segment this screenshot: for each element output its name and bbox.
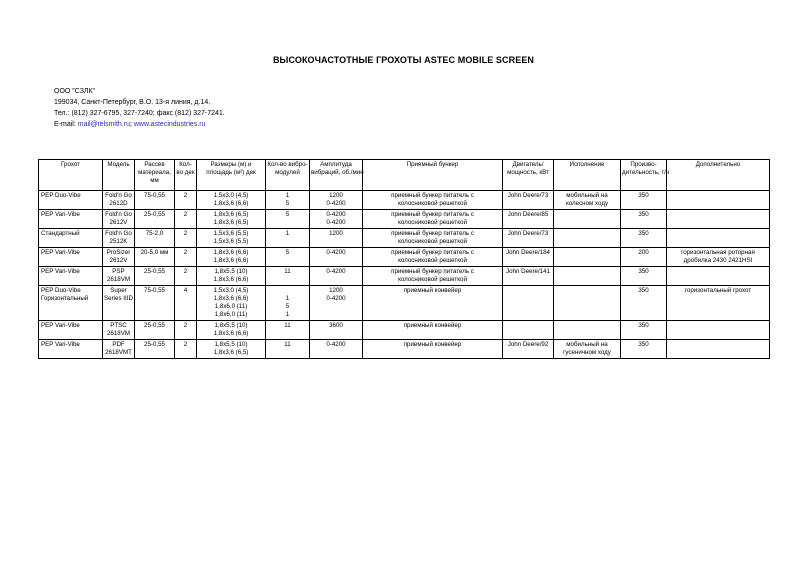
cell-text: 2 [183, 211, 188, 218]
cell-text [668, 268, 768, 276]
column-header-execution [554, 160, 621, 191]
column-header-capacity [621, 160, 670, 191]
cell-deck-count [175, 267, 197, 286]
cell-vibration-amplitude [310, 321, 363, 340]
cell-model [103, 210, 135, 229]
cell-text: колосниковой решеткой [398, 276, 467, 283]
cell-text: 1,8x5,5 (10) [214, 268, 248, 275]
cell-text: 3600 [329, 322, 343, 329]
cell-text: 5 [285, 211, 290, 218]
cell-model [103, 248, 135, 267]
header-text: площадь (м²) дек [206, 169, 256, 176]
cell-text: приемный бункер питатель с [391, 192, 474, 199]
cell-text [668, 230, 768, 238]
table-row [39, 210, 770, 229]
cell-text: 350 [638, 211, 649, 218]
cell-text: 1,8x3,6 (6,6) [213, 330, 249, 337]
cell-text: 350 [638, 192, 649, 199]
cell-text [668, 341, 768, 349]
cell-text: ProSizer [106, 249, 131, 256]
cell-text: Fold'n Go [105, 230, 132, 237]
cell-text: 1,8x6,0 (11) [214, 303, 248, 310]
cell-vibration-amplitude [310, 286, 363, 321]
cell-model [103, 286, 135, 321]
header-text: Модель [107, 161, 130, 168]
cell-text: 2 [183, 341, 188, 348]
cell-text: 0-4200 [326, 295, 346, 302]
cell-text: 2 [183, 322, 188, 329]
cell-text: приемный бункер питатель с [391, 211, 474, 218]
cell-text: 1,5x3,0 (4,5) [213, 192, 249, 199]
cell-deck-dimensions [197, 248, 266, 267]
cell-text: 1,8x3,6 (6,6) [213, 276, 249, 283]
cell-deck-count [175, 210, 197, 229]
cell-feed-hopper [363, 248, 503, 267]
cell-feed-hopper [363, 321, 503, 340]
cell-text: 350 [638, 230, 649, 237]
header-text: мощность, кВт [507, 169, 549, 176]
cell-text: 2612V [109, 219, 128, 226]
column-header-vibration-amplitude [310, 160, 363, 191]
cell-text: 350 [638, 322, 649, 329]
cell-additional [667, 321, 770, 340]
cell-text: 1 [285, 311, 290, 318]
cell-text: 5 [285, 303, 290, 310]
cell-text: гусеничном ходу [563, 349, 611, 356]
cell-text: 2618VMT [105, 349, 132, 356]
cell-text: 0-4200 [326, 249, 346, 256]
cell-text: колосниковой решеткой [398, 257, 467, 264]
cell-text: приемный конвейер [403, 341, 462, 348]
cell-text: горизонтальный грохот [684, 287, 752, 294]
cell-text: 2512K [109, 238, 128, 245]
cell-deck-dimensions [197, 210, 266, 229]
cell-capacity [621, 229, 667, 248]
cell-feed-size [135, 248, 175, 267]
cell-deck-dimensions [197, 191, 266, 210]
cell-text: Super [110, 287, 127, 294]
cell-execution [554, 210, 621, 229]
cell-text: горизонтальная роторная [681, 249, 755, 256]
column-header-deck-dimensions [197, 160, 266, 191]
cell-screen [39, 286, 103, 321]
cell-capacity [621, 191, 667, 210]
column-header-additional [667, 160, 770, 191]
cell-additional [667, 248, 770, 267]
cell-additional [667, 210, 770, 229]
cell-execution [554, 321, 621, 340]
header-text: Исполнение [569, 161, 605, 168]
cell-text: 25-0,55 [144, 322, 165, 329]
cell-text: Горизонтальный [41, 295, 89, 302]
cell-text: 350 [638, 341, 649, 348]
header-text: Произво- [630, 161, 657, 168]
cell-text: PEP Vari-Vibe [41, 322, 80, 329]
header-text: Дополнительно [695, 161, 741, 168]
cell-text: 1,8x3,6 (6,6) [213, 295, 249, 302]
cell-text: 2 [183, 230, 188, 237]
cell-text [555, 230, 619, 238]
cell-text: 2618VM [106, 330, 131, 337]
cell-text: 11 [284, 341, 291, 348]
cell-feed-hopper [363, 191, 503, 210]
cell-text: колосниковой решеткой [398, 219, 467, 226]
cell-engine-power [503, 321, 554, 340]
cell-text: 1,8x5,5 (10) [214, 341, 248, 348]
cell-text: Fold'n Go [105, 211, 132, 218]
cell-text: Fold'n Go [105, 192, 132, 199]
cell-text [504, 287, 552, 295]
cell-text: 0-4200 [326, 219, 346, 226]
cell-text: 1,8x6,0 (11) [214, 311, 248, 318]
cell-text: дробилка 2430 2421HSI [683, 257, 753, 264]
cell-engine-power [503, 286, 554, 321]
header-text: Амплитуда [320, 161, 352, 168]
cell-text: 0-4200 [326, 341, 346, 348]
cell-text [668, 211, 768, 219]
header-text: вибраций, об./мин [311, 169, 364, 176]
cell-text: PEP Vari-Vibe [41, 249, 80, 256]
website-link[interactable]: www.astecindustries.ru [133, 121, 206, 128]
cell-vibration-amplitude [310, 340, 363, 359]
cell-feed-size [135, 267, 175, 286]
cell-feed-size [135, 191, 175, 210]
cell-feed-size [135, 340, 175, 359]
cell-text: Series IIID [104, 295, 133, 302]
column-header-feed-size [135, 160, 175, 191]
cell-text: PTSC [110, 322, 127, 329]
cell-text: 11 [284, 268, 291, 275]
cell-text [555, 211, 619, 219]
cell-deck-dimensions [197, 286, 266, 321]
cell-deck-dimensions [197, 340, 266, 359]
cell-text: 350 [638, 287, 649, 294]
cell-capacity [621, 267, 667, 286]
cell-text: 1,8x3,6 (6,5) [213, 219, 249, 226]
cell-deck-count [175, 248, 197, 267]
header-text: дительность, т/ч [622, 169, 670, 176]
cell-text: 1,5x3,0 (4,5) [213, 287, 249, 294]
cell-feed-size [135, 321, 175, 340]
cell-text: 1,8x3,6 (6,5) [213, 211, 249, 218]
cell-vibro-modules [266, 210, 310, 229]
cell-additional [667, 229, 770, 248]
cell-text: 2612V [109, 257, 128, 264]
column-header-engine-power [503, 160, 554, 191]
address: 199034, Санкт-Петербург, В.О. 13-я линия, д.14. [54, 99, 211, 106]
cell-deck-count [175, 321, 197, 340]
table-row [39, 248, 770, 267]
column-header-model [103, 160, 135, 191]
cell-text: 1,8x3,6 (6,6) [213, 249, 249, 256]
cell-vibro-modules [266, 191, 310, 210]
cell-execution [554, 286, 621, 321]
cell-text: 75-0,55 [144, 192, 165, 199]
cell-deck-count [175, 229, 197, 248]
cell-deck-dimensions [197, 229, 266, 248]
cell-capacity [621, 248, 667, 267]
cell-deck-dimensions [197, 321, 266, 340]
cell-text: 25-0,55 [144, 341, 165, 348]
cell-engine-power [503, 340, 554, 359]
cell-additional [667, 191, 770, 210]
cell-vibro-modules [266, 248, 310, 267]
cell-deck-count [175, 191, 197, 210]
cell-feed-hopper [363, 267, 503, 286]
cell-vibro-modules [266, 321, 310, 340]
cell-text: колосниковой решеткой [398, 238, 467, 245]
table-header-row [39, 160, 770, 191]
cell-text: PSP [112, 268, 125, 275]
phones: Тел.: (812) 327-6795, 327-7240; факс (812) 327-7241. [54, 110, 225, 117]
cell-text [668, 192, 768, 200]
cell-text [555, 249, 619, 257]
cell-text: 2 [183, 268, 188, 275]
header-text: мм [150, 177, 159, 184]
cell-text: 1,8x3,6 (6,5) [213, 349, 249, 356]
cell-text: PEP Vari-Vibe [41, 268, 80, 275]
email-link[interactable]: mail@telsmith.ru [77, 121, 130, 128]
cell-vibro-modules [266, 229, 310, 248]
table-row [39, 321, 770, 340]
cell-feed-size [135, 229, 175, 248]
cell-additional [667, 267, 770, 286]
cell-capacity [621, 286, 667, 321]
table-row [39, 340, 770, 359]
header-text: материала, [138, 169, 171, 176]
cell-additional [667, 286, 770, 321]
cell-engine-power [503, 267, 554, 286]
cell-text: John Deere/184 [505, 249, 551, 256]
cell-text: PEP Duo-Vibe [41, 192, 81, 199]
cell-vibro-modules [266, 267, 310, 286]
email-label: E-mail: [54, 121, 78, 128]
cell-screen [39, 248, 103, 267]
cell-model [103, 340, 135, 359]
header-text: Грохот [61, 161, 80, 168]
cell-text: 5 [285, 200, 290, 207]
cell-text: PDF [112, 341, 125, 348]
contact-block [54, 86, 225, 130]
cell-additional [667, 340, 770, 359]
cell-text: John Deere/92 [507, 341, 549, 348]
cell-feed-size [135, 210, 175, 229]
email-line [54, 119, 225, 130]
cell-screen [39, 267, 103, 286]
cell-feed-hopper [363, 340, 503, 359]
cell-model [103, 229, 135, 248]
cell-text: 1,8x3,6 (6,6) [213, 257, 249, 264]
company-name: ООО "СЗЛК" [54, 88, 96, 95]
header-text: Рассев [144, 161, 165, 168]
cell-text: 2 [183, 249, 188, 256]
cell-text: John Deere/85 [507, 211, 549, 218]
cell-text: 11 [284, 322, 291, 329]
cell-text: 1200 [329, 287, 343, 294]
page-title: ВЫСОКОЧАСТОТНЫЕ ГРОХОТЫ ASTEC MOBILE SCREEN [272, 55, 535, 65]
cell-text: приемный бункер питатель с [391, 268, 474, 275]
column-header-deck-count [175, 160, 197, 191]
cell-deck-count [175, 286, 197, 321]
cell-execution [554, 340, 621, 359]
cell-text: приемный бункер питатель с [391, 230, 474, 237]
cell-text [555, 287, 619, 295]
cell-text [504, 322, 552, 330]
cell-engine-power [503, 191, 554, 210]
cell-text: 1 [285, 192, 290, 199]
screens-table [38, 159, 770, 359]
cell-screen [39, 340, 103, 359]
cell-text: 2 [183, 192, 188, 199]
cell-text: 1 [285, 295, 290, 302]
cell-feed-hopper [363, 210, 503, 229]
column-header-screen [39, 160, 103, 191]
cell-text: мобильный на [566, 341, 608, 348]
column-header-feed-hopper [363, 160, 503, 191]
cell-text [267, 287, 308, 295]
cell-model [103, 191, 135, 210]
cell-text: 75-2,0 [145, 230, 164, 237]
header-text: во дек [176, 169, 195, 176]
cell-text: 4 [183, 287, 188, 294]
header-text: Кол- [179, 161, 192, 168]
cell-text: PEP Duo-Vibe [41, 287, 81, 294]
cell-vibration-amplitude [310, 267, 363, 286]
header-text: модулей [275, 169, 300, 176]
cell-text: 1,8x5,5 (10) [214, 322, 248, 329]
cell-vibration-amplitude [310, 229, 363, 248]
cell-feed-size [135, 286, 175, 321]
cell-feed-hopper [363, 229, 503, 248]
cell-text: колосниковой решеткой [398, 200, 467, 207]
cell-text: 1200 [329, 192, 343, 199]
cell-text: John Deere/73 [507, 230, 549, 237]
cell-vibration-amplitude [310, 248, 363, 267]
cell-execution [554, 248, 621, 267]
cell-text: John Deere/73 [507, 192, 549, 199]
cell-text: 0-4200 [326, 268, 346, 275]
cell-text: 1,5x3,6 (5,5) [213, 230, 249, 237]
cell-model [103, 267, 135, 286]
cell-text [668, 322, 768, 330]
cell-text: мобильный на [566, 192, 608, 199]
cell-capacity [621, 340, 667, 359]
cell-deck-count [175, 340, 197, 359]
cell-capacity [621, 210, 667, 229]
cell-engine-power [503, 210, 554, 229]
cell-execution [554, 267, 621, 286]
cell-execution [554, 229, 621, 248]
cell-execution [554, 191, 621, 210]
cell-text: 1 [285, 230, 290, 237]
cell-text: приемный бункер питатель с [391, 249, 474, 256]
cell-text [555, 268, 619, 276]
cell-text: 1,8x3,6 (6,6) [213, 200, 249, 207]
cell-vibro-modules [266, 286, 310, 321]
cell-text: PEP Vari-Vibe [41, 211, 80, 218]
header-text: Двигатель/ [512, 161, 544, 168]
cell-screen [39, 229, 103, 248]
cell-text: приемный конвейер [403, 322, 462, 329]
cell-vibro-modules [266, 340, 310, 359]
cell-screen [39, 191, 103, 210]
cell-capacity [621, 321, 667, 340]
cell-text: 20-5,0 мм [140, 249, 169, 256]
cell-text: 5 [285, 249, 290, 256]
table-row [39, 286, 770, 321]
cell-text: John Deere/141 [505, 268, 551, 275]
cell-text: приемный конвейер [403, 287, 462, 294]
table-row [39, 191, 770, 210]
cell-vibration-amplitude [310, 210, 363, 229]
cell-text: 1,5x3,6 (5,5) [213, 238, 249, 245]
cell-text: PEP Vari-Vibe [41, 341, 80, 348]
cell-text: Стандартный [41, 230, 80, 237]
header-text: Размеры (м) и [210, 161, 252, 168]
cell-deck-dimensions [197, 267, 266, 286]
header-text: Кол-во вибро- [267, 161, 308, 168]
table-row [39, 267, 770, 286]
cell-text: 350 [638, 268, 649, 275]
cell-screen [39, 210, 103, 229]
cell-text: 2618VM [106, 276, 131, 283]
cell-text: 0-4200 [326, 211, 346, 218]
cell-vibration-amplitude [310, 191, 363, 210]
cell-engine-power [503, 229, 554, 248]
cell-text: 25-0,55 [144, 268, 165, 275]
cell-screen [39, 321, 103, 340]
cell-text: 1200 [329, 230, 343, 237]
column-header-vibro-modules [266, 160, 310, 191]
cell-engine-power [503, 248, 554, 267]
cell-text: 2612D [109, 200, 128, 207]
cell-text: 25-0,55 [144, 211, 165, 218]
cell-text [555, 322, 619, 330]
cell-text: 75-0,55 [144, 287, 165, 294]
cell-text: 200 [638, 249, 649, 256]
cell-model [103, 321, 135, 340]
cell-feed-hopper [363, 286, 503, 321]
cell-text: колесном ходу [565, 200, 609, 207]
email-separator: ; [129, 121, 134, 128]
header-text: Приемный бункер [406, 161, 459, 168]
table-row [39, 229, 770, 248]
cell-text: 0-4200 [326, 200, 346, 207]
